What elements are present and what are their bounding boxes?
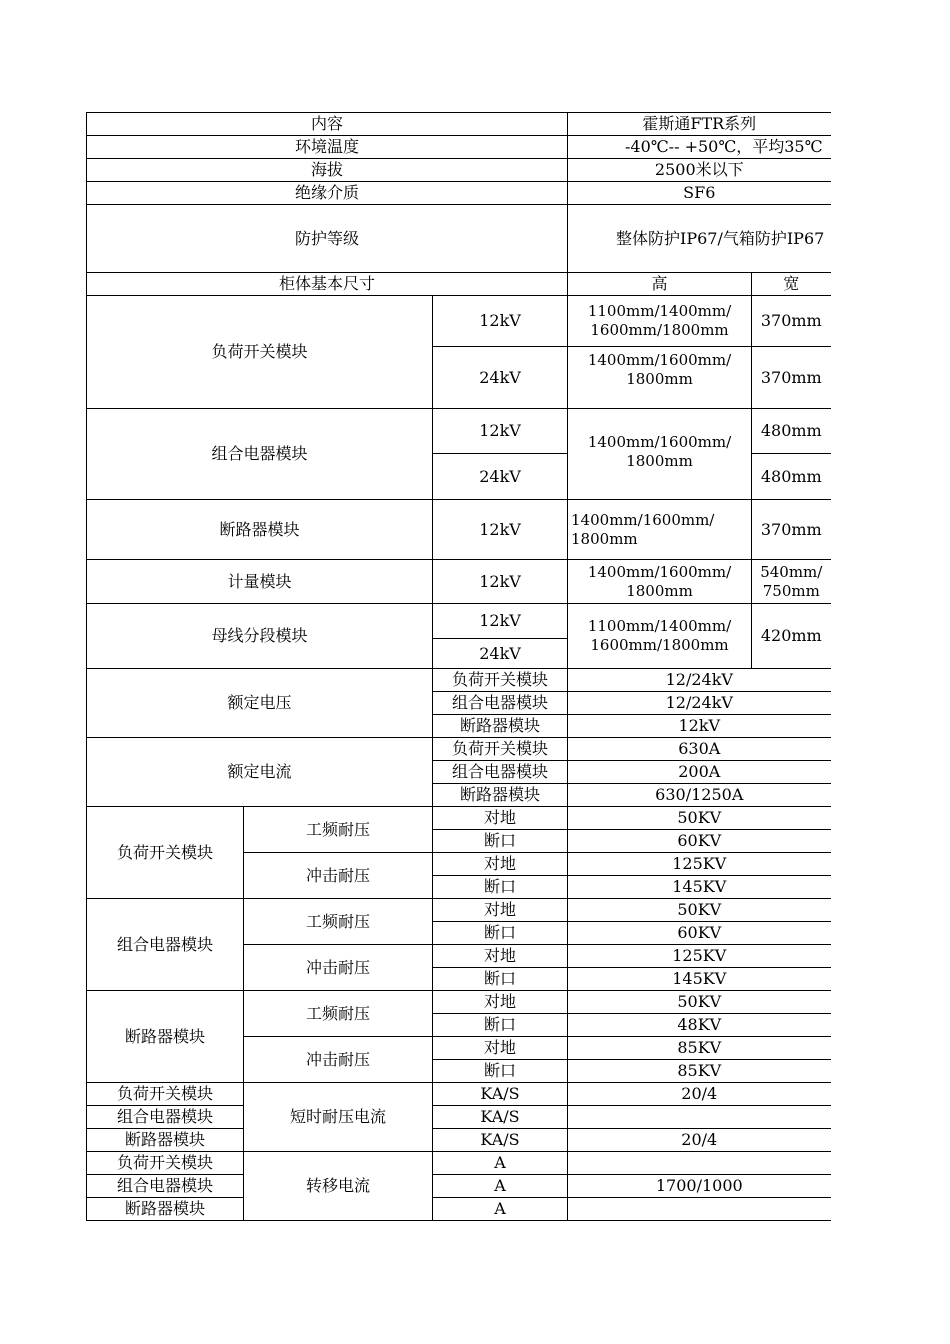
transfer-current-row [87, 1175, 831, 1198]
voltage-cell: 12kV [433, 409, 568, 454]
withstand-module-label: 断路器模块 [87, 991, 244, 1083]
module-cell: 断路器模块 [433, 784, 568, 807]
open-gap-label: 断口 [433, 922, 568, 945]
withstand-module-label: 组合电器模块 [87, 899, 244, 991]
value-cell: 630A [568, 738, 831, 761]
rated-current-label: 额定电流 [87, 738, 433, 807]
height-column-header: 高 [568, 273, 752, 296]
voltage-cell: 12kV [433, 296, 568, 347]
power-frequency-label: 工频耐压 [244, 807, 433, 853]
open-gap-label: 断口 [433, 1060, 568, 1083]
rated-voltage-label: 额定电压 [87, 669, 433, 738]
module-cell: 组合电器模块 [433, 692, 568, 715]
dim-metering-label: 计量模块 [87, 560, 433, 604]
dim-combined-12kv-row [87, 409, 831, 454]
value-cell: 50KV [568, 991, 831, 1014]
header-row [87, 113, 831, 136]
value-cell: 85KV [568, 1037, 831, 1060]
module-cell: 断路器模块 [87, 1198, 244, 1221]
unit-cell: KA/S [433, 1083, 568, 1106]
dim-breaker-row [87, 500, 831, 560]
header-label: 内容 [87, 113, 568, 136]
impulse-label: 冲击耐压 [244, 1037, 433, 1083]
value-cell: 48KV [568, 1014, 831, 1037]
voltage-cell: 24kV [433, 639, 568, 669]
to-ground-label: 对地 [433, 945, 568, 968]
temperature-label: 环境温度 [87, 136, 568, 159]
transfer-current-row [87, 1198, 831, 1221]
value-cell [568, 1152, 831, 1175]
to-ground-label: 对地 [433, 1037, 568, 1060]
rated-voltage-row [87, 669, 831, 692]
width-cell: 370mm [752, 500, 831, 560]
to-ground-label: 对地 [433, 899, 568, 922]
height-cell: 1400mm/1600mm/ 1800mm [568, 560, 752, 604]
voltage-cell: 12kV [433, 500, 568, 560]
value-cell: 60KV [568, 830, 831, 853]
value-cell [568, 1106, 831, 1129]
protection-row [87, 205, 831, 273]
module-cell: 断路器模块 [87, 1129, 244, 1152]
height-cell: 1100mm/1400mm/ 1600mm/1800mm [568, 296, 752, 347]
dim-load-switch-12kv-row [87, 296, 831, 347]
dimensions-label: 柜体基本尺寸 [87, 273, 568, 296]
voltage-cell: 24kV [433, 454, 568, 500]
value-cell: 60KV [568, 922, 831, 945]
value-cell: 630/1250A [568, 784, 831, 807]
value-cell: 200A [568, 761, 831, 784]
withstand-row [87, 899, 831, 922]
value-cell: 125KV [568, 853, 831, 876]
dimensions-header-row [87, 273, 831, 296]
open-gap-label: 断口 [433, 968, 568, 991]
width-cell: 480mm [752, 454, 831, 500]
voltage-cell: 24kV [433, 347, 568, 409]
dim-load-switch-label: 负荷开关模块 [87, 296, 433, 409]
short-time-row [87, 1106, 831, 1129]
value-cell: 50KV [568, 899, 831, 922]
short-time-row [87, 1129, 831, 1152]
unit-cell: A [433, 1152, 568, 1175]
impulse-label: 冲击耐压 [244, 853, 433, 899]
unit-cell: KA/S [433, 1106, 568, 1129]
dim-bus-section-label: 母线分段模块 [87, 604, 433, 669]
module-cell: 负荷开关模块 [87, 1152, 244, 1175]
width-column-header: 宽 [752, 273, 831, 296]
impulse-label: 冲击耐压 [244, 945, 433, 991]
height-cell: 1100mm/1400mm/ 1600mm/1800mm [568, 604, 752, 669]
height-cell: 1400mm/1600mm/ 1800mm [568, 409, 752, 500]
value-cell: 1700/1000 [568, 1175, 831, 1198]
value-cell: 145KV [568, 968, 831, 991]
open-gap-label: 断口 [433, 1014, 568, 1037]
temperature-value: -40℃-- +50℃，平均35℃ [568, 136, 831, 159]
temperature-row [87, 136, 831, 159]
module-cell: 组合电器模块 [87, 1175, 244, 1198]
value-cell: 20/4 [568, 1083, 831, 1106]
height-cell: 1400mm/1600mm/ 1800mm [568, 347, 752, 409]
open-gap-label: 断口 [433, 876, 568, 899]
header-value: 霍斯通FTR系列 [568, 113, 831, 136]
value-cell: 12/24kV [568, 692, 831, 715]
dim-breaker-label: 断路器模块 [87, 500, 433, 560]
power-frequency-label: 工频耐压 [244, 991, 433, 1037]
insulation-value: SF6 [568, 182, 831, 205]
short-time-label: 短时耐压电流 [244, 1083, 433, 1152]
altitude-value: 2500米以下 [568, 159, 831, 182]
value-cell: 12/24kV [568, 669, 831, 692]
dim-metering-row [87, 560, 831, 604]
to-ground-label: 对地 [433, 853, 568, 876]
width-cell: 370mm [752, 347, 831, 409]
protection-value: 整体防护IP67/气箱防护IP67 [568, 205, 831, 273]
unit-cell: KA/S [433, 1129, 568, 1152]
height-cell: 1400mm/1600mm/ 1800mm [568, 500, 752, 560]
open-gap-label: 断口 [433, 830, 568, 853]
protection-label: 防护等级 [87, 205, 568, 273]
value-cell: 85KV [568, 1060, 831, 1083]
value-cell: 12kV [568, 715, 831, 738]
module-cell: 负荷开关模块 [87, 1083, 244, 1106]
altitude-label: 海拔 [87, 159, 568, 182]
power-frequency-label: 工频耐压 [244, 899, 433, 945]
insulation-label: 绝缘介质 [87, 182, 568, 205]
dim-combined-label: 组合电器模块 [87, 409, 433, 500]
rated-current-row [87, 738, 831, 761]
transfer-current-row [87, 1152, 831, 1175]
withstand-row [87, 991, 831, 1014]
value-cell: 145KV [568, 876, 831, 899]
module-cell: 组合电器模块 [433, 761, 568, 784]
value-cell: 125KV [568, 945, 831, 968]
voltage-cell: 12kV [433, 604, 568, 639]
insulation-row [87, 182, 831, 205]
value-cell: 20/4 [568, 1129, 831, 1152]
module-cell: 负荷开关模块 [433, 738, 568, 761]
transfer-current-label: 转移电流 [244, 1152, 433, 1221]
dim-bus-section-12kv-row [87, 604, 831, 639]
unit-cell: A [433, 1175, 568, 1198]
withstand-row [87, 807, 831, 830]
module-cell: 负荷开关模块 [433, 669, 568, 692]
withstand-module-label: 负荷开关模块 [87, 807, 244, 899]
short-time-row [87, 1083, 831, 1106]
width-cell: 480mm [752, 409, 831, 454]
width-cell: 420mm [752, 604, 831, 669]
to-ground-label: 对地 [433, 991, 568, 1014]
width-cell: 540mm/ 750mm [752, 560, 831, 604]
voltage-cell: 12kV [433, 560, 568, 604]
value-cell [568, 1198, 831, 1221]
to-ground-label: 对地 [433, 807, 568, 830]
value-cell: 50KV [568, 807, 831, 830]
unit-cell: A [433, 1198, 568, 1221]
width-cell: 370mm [752, 296, 831, 347]
altitude-row [87, 159, 831, 182]
module-cell: 断路器模块 [433, 715, 568, 738]
spec-sheet-table [86, 112, 831, 1221]
module-cell: 组合电器模块 [87, 1106, 244, 1129]
